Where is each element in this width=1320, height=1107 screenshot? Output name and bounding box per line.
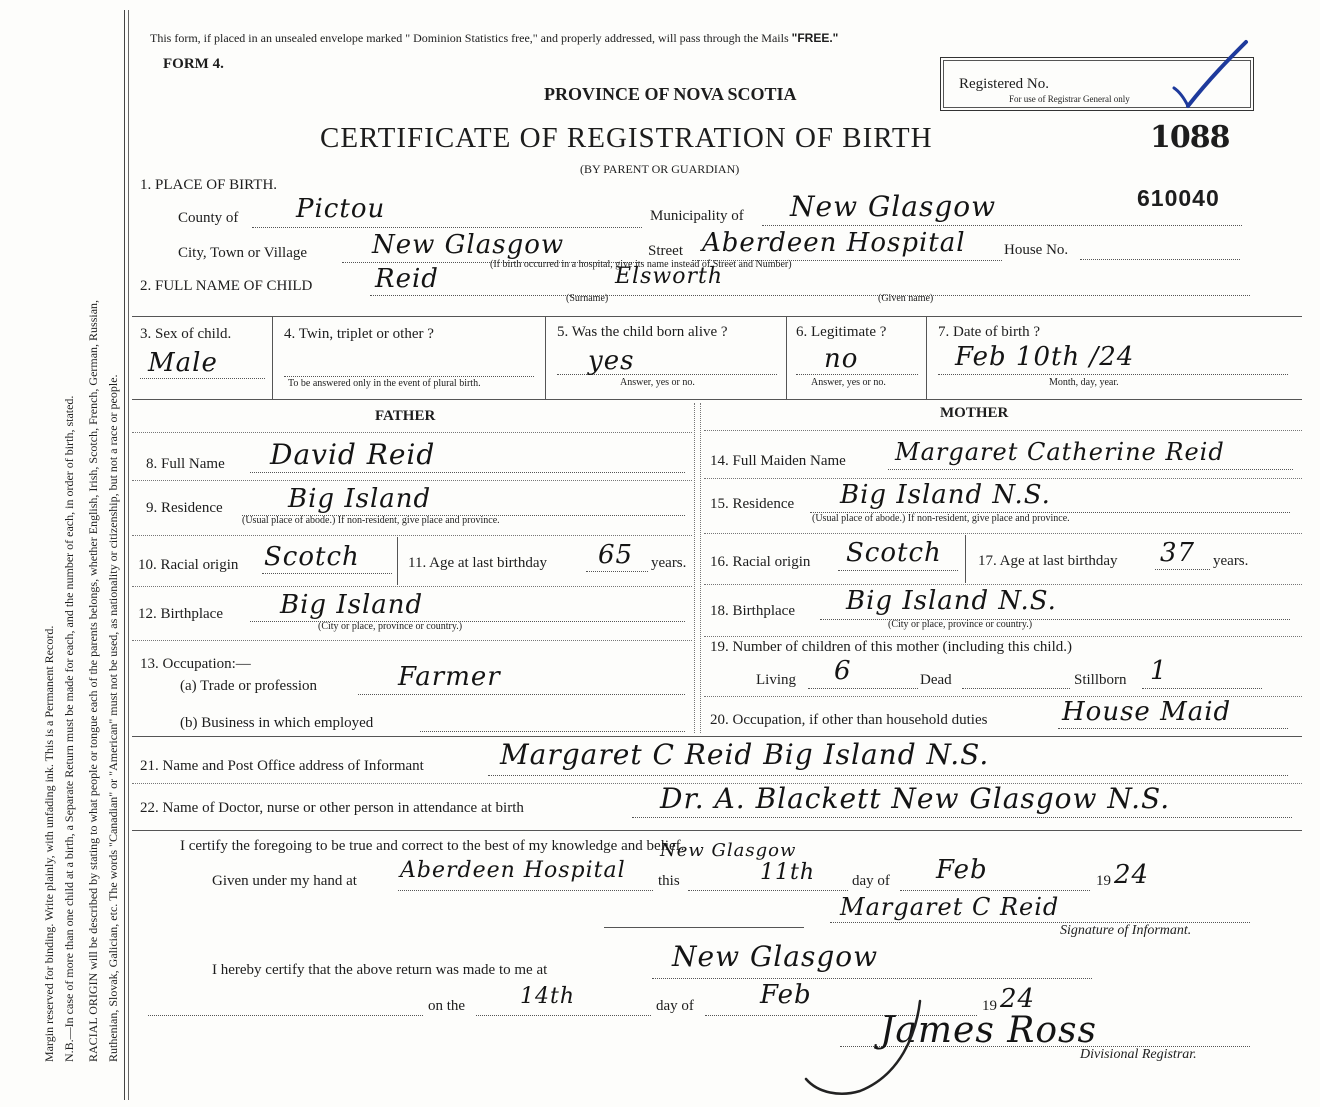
mother-race-divider [965,535,966,583]
mother-race-line [838,570,958,571]
father-birthplace-label: 12. Birthplace [138,606,223,622]
informant-value: Margaret C Reid Big Island N.S. [500,738,990,771]
mother-birthplace-note: (City or place, province or country.) [888,619,1033,630]
given-place-value: Aberdeen Hospital [400,858,626,883]
father-heading: FATHER [375,408,436,424]
margin-note-multiple-births: N.B.—In case of more than one child at a birth, a Separate Return must be made for each, and the number of each, in order of birth, stated. [62,395,76,1062]
certify-separator-rule [604,927,804,928]
margin-note-racial-origin: RACIAL ORIGIN will be described by stating to what people or tongue each of the parents belongs, whether English, Irish, Scotch, French, German, Russian, [86,299,100,1062]
dead-line [962,688,1070,689]
county-line [252,227,642,228]
sex-value: Male [148,348,218,378]
mail-note-free: "FREE." [791,31,839,45]
father-race-label: 10. Racial origin [138,557,239,573]
living-value: 6 [834,656,852,686]
mother-age-line [1155,569,1210,570]
mother-name-value: Margaret Catherine Reid [895,438,1225,466]
sex-line [140,378,265,379]
row3-divider-4 [926,316,927,399]
father-row-rule-4 [132,640,692,641]
child-surname-value: Reid [375,264,439,294]
on-the-label: on the [428,998,466,1014]
registrar-signature-label: Divisional Registrar. [1080,1047,1197,1062]
father-age-years: years. [651,555,687,571]
given-month-line [900,890,1090,891]
street-label: Street [648,243,683,259]
this-label: this [658,873,680,889]
mother-residence-label: 15. Residence [710,496,795,512]
given-under-hand-label: Given under my hand at [212,873,357,889]
father-heading-rule [132,432,692,433]
mother-birthplace-label: 18. Birthplace [710,603,795,619]
blue-check-mark [1170,38,1250,113]
mother-residence-note: (Usual place of abode.) If non-resident, give place and province. [812,513,1070,524]
margin-rule-inner [128,10,129,1100]
mother-occupation-line [1058,728,1288,729]
mother-row-rule-3 [704,584,1302,585]
registrar-signature-flourish [800,995,940,1100]
father-race-divider [397,537,398,585]
row3-top-rule [132,316,1302,317]
legitimate-label: 6. Legitimate ? [796,324,887,340]
date-of-birth-value: Feb 10th /24 [955,342,1135,372]
mother-age-years: years. [1213,553,1249,569]
registered-label: Registered No. [959,76,1049,92]
province-heading: PROVINCE OF NOVA SCOTIA [544,84,797,104]
mother-race-value: Scotch [846,538,942,568]
legitimate-note: Answer, yes or no. [811,377,886,388]
registrar-year-value: 24 [1000,984,1036,1014]
legitimate-line [796,374,918,375]
born-alive-value: yes [588,346,635,376]
mother-children-label: 19. Number of children of this mother (including this child.) [710,639,1073,655]
place-of-birth-label: 1. PLACE OF BIRTH. [140,177,278,193]
certify-statement: I certify the foregoing to be true and correct to the best of my knowledge and belief. [180,838,685,854]
registrar-place-value: New Glasgow [672,940,879,973]
row3-bottom-rule [132,399,1302,400]
date-of-birth-line [938,374,1288,375]
mother-heading-rule [704,430,1302,431]
father-row-rule-2 [132,535,692,536]
father-race-line [262,573,392,574]
mother-occupation-value: House Maid [1062,697,1232,727]
hospital-note: (If birth occurred in a hospital, give its name instead of Street and Number) [490,259,792,270]
registrar-month-value: Feb [760,980,812,1010]
mother-name-line [888,469,1293,470]
living-label: Living [756,672,796,688]
father-trade-label: (a) Trade or profession [180,678,318,694]
twin-line [284,376,534,377]
registrar-day-of-label: day of [656,998,694,1014]
given-day-line [688,890,848,891]
row3-divider-2 [545,316,546,399]
informant-label: 21. Name and Post Office address of Informant [140,758,424,774]
twin-label: 4. Twin, triplet or other ? [284,326,434,342]
given-month-value: Feb [936,855,988,885]
mother-residence-value: Big Island N.S. [840,480,1051,510]
father-residence-label: 9. Residence [146,500,223,516]
father-residence-value: Big Island [288,484,432,514]
mail-note-text: This form, if placed in an unsealed envelope marked " Dominion Statistics free," and properly addressed, will pass through the Mails [150,31,789,45]
given-year-value: 24 [1114,860,1150,890]
stillborn-label: Stillborn [1074,672,1127,688]
mother-row-rule-1 [704,478,1302,479]
row3-divider-1 [272,316,273,399]
father-row-rule-3 [132,586,692,587]
living-line [808,688,918,689]
father-birthplace-value: Big Island [280,590,424,620]
registered-note: For use of Registrar General only [1009,94,1130,104]
sex-label: 3. Sex of child. [140,326,232,342]
parents-center-divider-2 [700,403,701,733]
father-name-label: 8. Full Name [146,456,225,472]
registrar-day-value: 14th [520,984,576,1009]
stillborn-line [1142,688,1262,689]
street-value: Aberdeen Hospital [702,228,966,258]
margin-rule [124,10,125,1100]
doctor-label: 22. Name of Doctor, nurse or other person in attendance at birth [140,800,524,816]
municipality-label: Municipality of [650,208,744,224]
child-given-name-value: Elsworth [615,264,723,289]
child-name-label: 2. FULL NAME OF CHILD [140,278,313,294]
doctor-row-rule [132,830,1302,831]
house-no-label: House No. [1004,242,1069,258]
born-alive-label: 5. Was the child born alive ? [557,324,728,340]
certificate-title: CERTIFICATE OF REGISTRATION OF BIRTH [320,122,933,154]
mother-row-rule-2 [704,533,1302,534]
given-day-value: 11th [760,860,816,885]
given-day-of-label: day of [852,873,890,889]
father-occupation-label: 13. Occupation:— [140,656,251,672]
date-of-birth-label: 7. Date of birth ? [938,324,1041,340]
margin-note-racial-origin-cont: Ruthenian, Slovak, Galician, etc. The words "Canadian" or "American" must not be used, as nationality or citizenship, but not a race or people. [106,374,120,1062]
city-value: New Glasgow [372,230,565,260]
parents-center-divider [694,403,695,733]
mail-note [150,31,838,46]
registrar-day-line [476,1015,651,1016]
registrar-statement: I hereby certify that the above return was made to me at [212,962,548,978]
legitimate-value: no [824,344,859,374]
registrar-year-prefix: 19 [982,998,997,1014]
mother-age-value: 37 [1160,538,1196,568]
mother-age-label: 17. Age at last birthday [978,553,1118,569]
city-label: City, Town or Village [178,245,308,261]
house-no-line [1080,259,1240,260]
informant-signature-label: Signature of Informant. [1060,923,1192,938]
surname-note: (Surname) [566,293,609,304]
father-row-rule-1 [132,480,692,481]
mother-birthplace-value: Big Island N.S. [846,586,1057,616]
doctor-value: Dr. A. Blackett New Glasgow N.S. [660,782,1171,815]
father-trade-line [358,694,685,695]
father-birthplace-note: (City or place, province or country.) [318,621,463,632]
father-business-line [420,731,685,732]
twin-note: To be answered only in the event of plural birth. [288,378,481,389]
father-business-label: (b) Business in which employed [180,715,374,731]
father-name-line [250,472,685,473]
stamped-number: 610040 [1137,185,1220,211]
father-age-label: 11. Age at last birthday [408,555,547,571]
father-name-value: David Reid [270,438,436,471]
parents-bottom-rule [132,736,1302,737]
registrar-left-line [148,1015,423,1016]
father-residence-note: (Usual place of abode.) If non-resident, give place and province. [242,515,500,526]
given-year-prefix: 19 [1096,873,1111,889]
given-place-line [398,890,653,891]
margin-note-binding: Margin reserved for binding. Write plainly, with unfading ink. This is a Permanent Record. [42,625,56,1062]
row3-divider-3 [786,316,787,399]
father-age-line [586,571,648,572]
mother-name-label: 14. Full Maiden Name [710,453,846,469]
registrar-signature: James Ross [880,1010,1097,1051]
given-name-note: (Given name) [878,293,934,304]
stillborn-value: 1 [1150,656,1168,686]
county-label: County of [178,210,239,226]
informant-signature: Margaret C Reid [840,893,1060,921]
registrar-place-line [652,978,1092,979]
father-birthplace-line [250,621,685,622]
born-alive-note: Answer, yes or no. [620,377,695,388]
date-of-birth-note: Month, day, year. [1049,377,1119,388]
dead-label: Dead [920,672,952,688]
father-race-value: Scotch [264,542,360,572]
certificate-subtitle: (BY PARENT OR GUARDIAN) [580,162,740,176]
municipality-line [762,225,1242,226]
given-place-above-value: New Glasgow [660,840,797,861]
father-trade-value: Farmer [398,662,501,692]
county-value: Pictou [296,194,386,224]
mother-heading: MOTHER [940,405,1009,421]
mother-occupation-label: 20. Occupation, if other than household duties [710,712,988,728]
doctor-line [632,817,1292,818]
child-name-line [370,295,1250,296]
father-age-value: 65 [598,540,634,570]
mother-race-label: 16. Racial origin [710,554,811,570]
mother-row-rule-4 [704,636,1302,637]
municipality-value: New Glasgow [790,190,997,223]
informant-line [488,775,1288,776]
corner-handwritten-number: 1088 [1150,120,1230,155]
form-number: FORM 4. [163,56,224,72]
